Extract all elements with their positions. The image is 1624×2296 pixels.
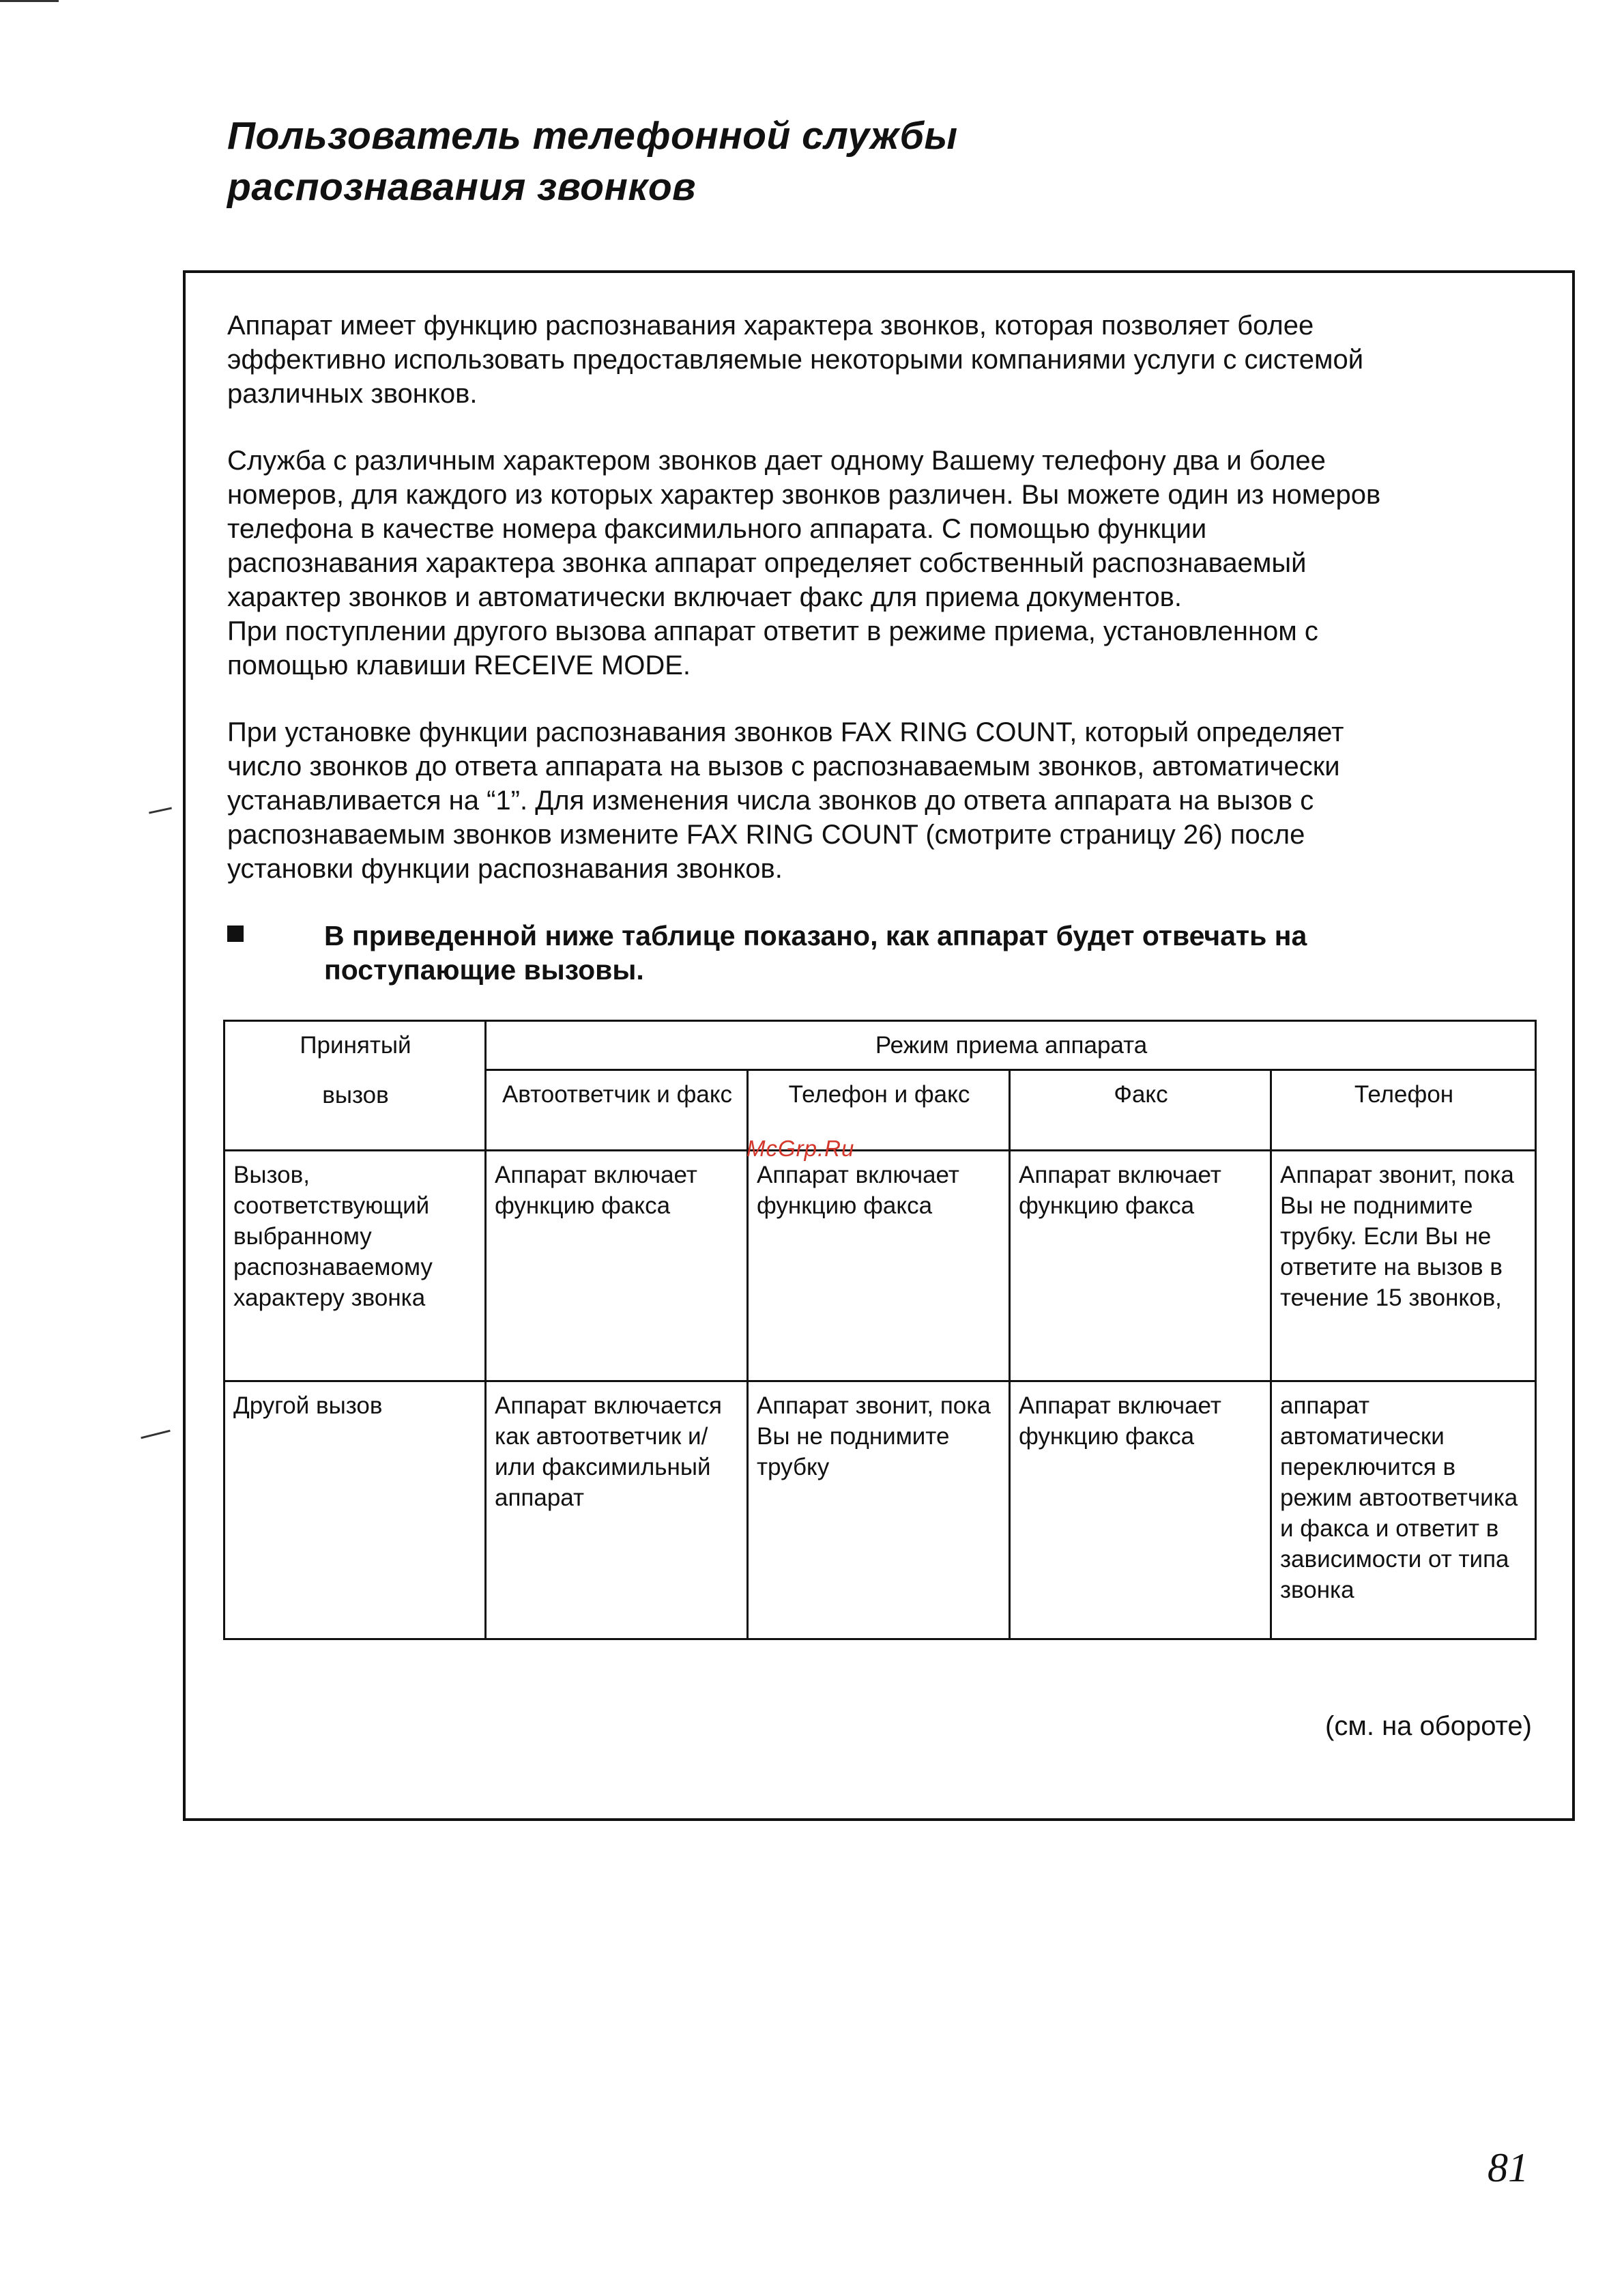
- page-title: [227, 111, 1387, 213]
- intro-line: эффективно использовать предоставляемые некоторыми компаниями услуги с системой: [227, 345, 1364, 375]
- header-tel-fax: Телефон и факс: [748, 1070, 1010, 1151]
- table-cell: Аппарат включает функцию факса: [486, 1151, 748, 1381]
- table-cell-call: Вызов, соответствующий выбранному распознаваемому характеру звонка: [224, 1151, 486, 1381]
- table-note-text: [324, 919, 1552, 987]
- ring-count-line: установки функции распознавания звонков.: [227, 854, 783, 884]
- service-line: Служба с различным характером звонков дает одному Вашему телефону два и более: [227, 446, 1326, 476]
- table-cell: Аппарат включает функцию факса: [1010, 1151, 1271, 1381]
- page-title-line-2: распознавания звонков: [227, 165, 697, 209]
- service-paragraph: [227, 444, 1551, 683]
- watermark: McGrp.Ru: [746, 1136, 855, 1161]
- scan-mark-left-2: [141, 1430, 170, 1439]
- table-cell: Аппарат включается как автоответчик и/или факсимильный аппарат: [486, 1381, 748, 1639]
- table-cell: Аппарат включает функцию факса: [1010, 1381, 1271, 1639]
- table-note-line: В приведенной ниже таблице показано, как аппарат будет отвечать на: [324, 920, 1307, 951]
- ring-count-line: число звонков до ответа аппарата на вызов с распознаваемым звонков, автоматически: [227, 751, 1340, 781]
- header-receive-mode: Режим приема аппарата: [486, 1021, 1536, 1070]
- header-tad-fax: Автоответчик и факс: [486, 1070, 748, 1151]
- service-line: номеров, для каждого из которых характер звонков различен. Вы можете один из номеров: [227, 480, 1381, 510]
- intro-paragraph: [227, 308, 1551, 411]
- service-line: При поступлении другого вызова аппарат ответит в режиме приема, установленном с: [227, 616, 1318, 646]
- table-note-line: поступающие вызовы.: [324, 954, 644, 986]
- page-title-line-1: Пользователь телефонной службы: [227, 114, 958, 158]
- table-cell: Аппарат звонит, пока Вы не поднимите трубку: [748, 1381, 1010, 1639]
- service-line: характер звонков и автоматически включает факс для приема документов.: [227, 582, 1183, 612]
- header-tel: Телефон: [1271, 1070, 1536, 1151]
- square-bullet-icon: [227, 925, 244, 942]
- page-number: 81: [1488, 2145, 1528, 2190]
- continued-note: (см. на обороте): [1325, 1711, 1532, 1741]
- table-cell-call: Другой вызов: [224, 1381, 486, 1639]
- table-header-row: [224, 1021, 1536, 1070]
- service-line: телефона в качестве номера факсимильного аппарата. С помощью функции: [227, 514, 1207, 544]
- ring-count-line: распознаваемым звонков измените FAX RING COUNT (смотрите страницу 26) после: [227, 820, 1305, 850]
- header-incoming-call: [224, 1021, 486, 1151]
- table-cell: аппарат автоматически переключится в режим автоответчика и факса и ответит в зависимости от типа звонка: [1271, 1381, 1536, 1639]
- ring-count-line: устанавливается на “1”. Для изменения числа звонков до ответа аппарата на вызов с: [227, 786, 1314, 816]
- service-line: распознавания характера звонка аппарат определяет собственный распознаваемый: [227, 548, 1307, 578]
- header-fax: Факс: [1010, 1070, 1271, 1151]
- ring-count-paragraph: [227, 715, 1551, 886]
- scan-mark-left-1: [149, 807, 172, 814]
- intro-line: Аппарат имеет функцию распознавания характера звонков, которая позволяет более: [227, 311, 1314, 341]
- table-row: [224, 1151, 1536, 1381]
- scan-mark-top: [0, 0, 59, 2]
- table-row: [224, 1381, 1536, 1639]
- header-incoming-call-line-2: вызов: [322, 1082, 389, 1108]
- header-incoming-call-line-1: Принятый: [300, 1032, 411, 1059]
- table-cell: Аппарат звонит, пока Вы не поднимите трубку. Если Вы не ответите на вызов в течение 15 звонков,: [1271, 1151, 1536, 1381]
- ring-count-line: При установке функции распознавания звонков FAX RING COUNT, который определяет: [227, 717, 1344, 747]
- receive-mode-table: [223, 1020, 1537, 1640]
- table-cell: Аппарат включает функцию факса: [748, 1151, 1010, 1381]
- intro-line: различных звонков.: [227, 379, 478, 409]
- service-line: помощью клавиши RECEIVE MODE.: [227, 650, 691, 680]
